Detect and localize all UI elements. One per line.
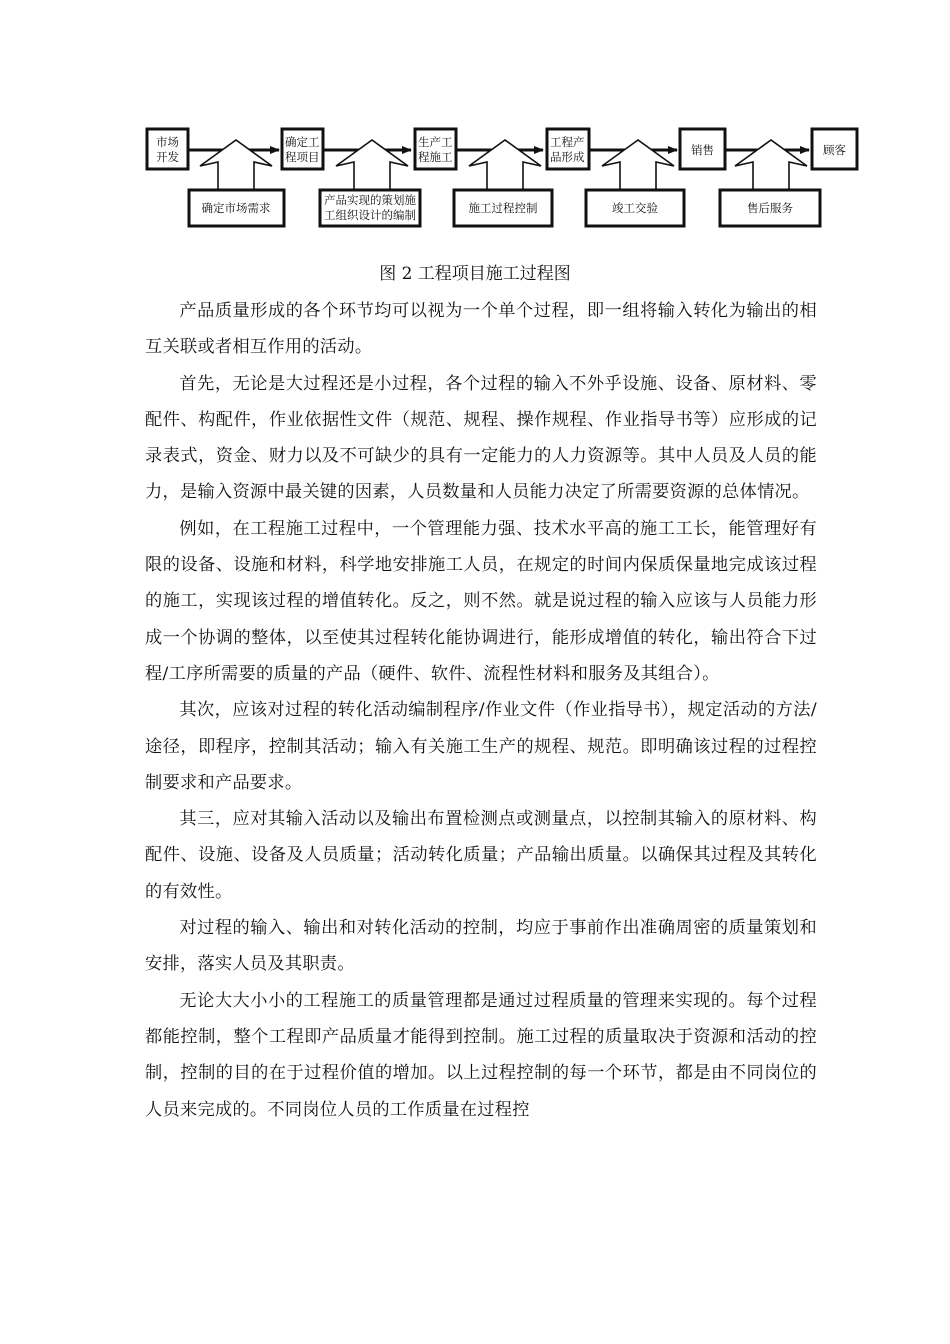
- step-label-4b: 品形成: [550, 150, 585, 164]
- paragraph: 其次，应该对过程的转化活动编制程序/作业文件（作业指导书），规定活动的方法/途径，即程序，控制其活动；输入有关施工生产的规程、规范。即明确该过程的过程控制要求和产品要求。: [145, 700, 817, 793]
- step-label-4a: 工程产: [550, 135, 585, 149]
- input-label-5: 售后服务: [747, 201, 793, 215]
- input-wedge-4: [602, 140, 674, 190]
- input-label-2b: 工组织设计的编制: [324, 208, 416, 222]
- input-label-3: 施工过程控制: [468, 201, 538, 215]
- process-flow-svg: [140, 118, 870, 238]
- step-label-1a: 市场: [156, 135, 179, 149]
- input-wedge-5: [735, 140, 807, 190]
- process-flow-diagram: [140, 118, 870, 238]
- paragraph: 产品质量形成的各个环节均可以视为一个单个过程，即一组将输入转化为输出的相互关联或者相互作用的活动。: [145, 301, 817, 358]
- step-label-5a: 销售: [691, 143, 714, 157]
- step-label-3a: 生产工: [418, 135, 453, 149]
- paragraph: 首先，无论是大过程还是小过程，各个过程的输入不外乎设施、设备、原材料、零配件、构配件，作业依据性文件（规范、规程、操作规程、作业指导书等）应形成的记录表式，资金、财力以及不可缺少的具有一定能力的人力资源等。其中人员及人员的能力，是输入资源中最关键的因素，人员数量和人员能力决定了所需要资源的总体情况。: [145, 373, 817, 503]
- input-wedge-1: [200, 140, 272, 190]
- step-label-6a: 顾客: [823, 143, 846, 157]
- input-wedge-2: [336, 140, 408, 190]
- input-wedge-3: [469, 140, 541, 190]
- paragraph: 对过程的输入、输出和对转化活动的控制，均应于事前作出准确周密的质量策划和安排，落实人员及其职责。: [145, 918, 817, 975]
- step-label-1b: 开发: [156, 150, 179, 164]
- step-label-2b: 程项目: [285, 150, 320, 164]
- input-label-4: 竣工交验: [612, 201, 658, 215]
- paragraph: 例如，在工程施工过程中，一个管理能力强、技术水平高的施工工长，能管理好有限的设备、设施和材料，科学地安排施工人员，在规定的时间内保质保量地完成该过程的施工，实现该过程的增值转化。反之，则不然。就是说过程的输入应该与人员能力形成一个协调的整体，以至使其过程转化能协调进行，能形成增值的转化，输出符合下过程/工序所需要的质量的产品（硬件、软件、流程性材料和服务及其组合）。: [145, 518, 817, 684]
- step-label-3b: 程施工: [418, 150, 453, 164]
- step-label-2a: 确定工: [285, 135, 320, 149]
- body-text: [145, 293, 817, 1128]
- input-label-1: 确定市场需求: [201, 201, 271, 215]
- paragraph: 无论大大小小的工程施工的质量管理都是通过过程质量的管理来实现的。每个过程都能控制，整个工程即产品质量才能得到控制。施工过程的质量取决于资源和活动的控制，控制的目的在于过程价值的增加。以上过程控制的每一个环节，都是由不同岗位的人员来完成的。不同岗位人员的工作质量在过程控: [145, 990, 817, 1120]
- paragraph: 其三，应对其输入活动以及输出布置检测点或测量点，以控制其输入的原材料、构配件、设施、设备及人员质量；活动转化质量；产品输出质量。以确保其过程及其转化的有效性。: [145, 809, 817, 902]
- input-label-2a: 产品实现的策划施: [324, 193, 416, 207]
- figure-caption: 图 2 工程项目施工过程图: [379, 264, 571, 284]
